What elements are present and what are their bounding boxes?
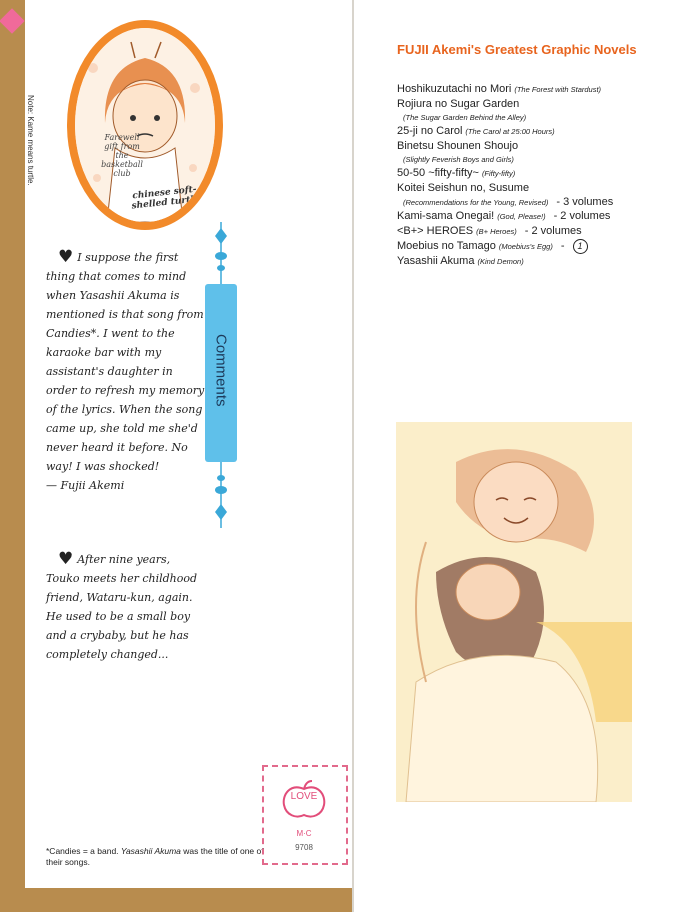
work-volumes: -	[560, 240, 565, 252]
work-item	[397, 124, 687, 139]
publisher-logo	[262, 765, 348, 865]
work-subtitle: (The Sugar Garden Behind the Alley)	[403, 113, 527, 122]
work-title: Rojiura no Sugar Garden	[397, 98, 520, 110]
pink-diamond-mark	[0, 8, 25, 33]
bottom-strip	[25, 888, 352, 912]
cover-illustration-art	[396, 422, 632, 802]
work-subtitle: (Kind Demon)	[477, 257, 524, 266]
work-title: Kami-sama Onegai!	[397, 210, 495, 222]
work-item	[397, 239, 687, 254]
work-title: Hoshikuzutachi no Mori	[397, 83, 512, 95]
work-volumes: - 3 volumes	[556, 196, 614, 208]
work-title: Yasashii Akuma	[397, 255, 475, 267]
work-item	[397, 224, 687, 239]
works-list	[397, 82, 687, 269]
author-portrait-medallion	[67, 20, 223, 230]
author-signature: — Fujii Akemi	[46, 479, 125, 492]
work-subtitle: (The Forest with Stardust)	[514, 85, 602, 94]
logo-mc-text: M·C	[296, 829, 312, 838]
work-item	[397, 166, 687, 181]
work-item	[397, 254, 687, 269]
heart-icon: ♥	[58, 549, 74, 569]
logo-love-text: LOVE	[290, 791, 318, 802]
work-subtitle-line	[397, 195, 687, 209]
work-subtitle: (B+ Heroes)	[476, 227, 517, 236]
footnote-suffix: was the title of one of their songs.	[46, 846, 264, 867]
work-title: 25-ji no Carol	[397, 125, 463, 137]
medallion-caption: Farewell gift from the basketball club	[101, 133, 143, 178]
work-title: 50-50 ~fifty-fifty~	[397, 167, 479, 179]
work-item	[397, 139, 687, 153]
work-title: Koitei Seishun no, Susume	[397, 182, 530, 194]
work-subtitle: (Slightly Feverish Boys and Girls)	[403, 155, 514, 164]
work-title: Binetsu Shounen Shoujo	[397, 140, 519, 152]
work-subtitle: (Fifty-fifty)	[481, 169, 516, 178]
work-subtitle: (The Carol at 25:00 Hours)	[465, 127, 555, 136]
work-volumes: - 2 volumes	[553, 210, 611, 222]
author-comment-text: I suppose the first thing that comes to mind when Yasashii Akuma is mentioned is that song from Candies*. I went to the karaoke bar with my assistant's daughter in order to refresh my memory of the lyrics. When the song came up, she told me she'd never heard it before. No way! I was shocked!	[46, 251, 205, 473]
volume-number-badge: 1	[573, 239, 588, 254]
medallion-tag: chinese soft-shelled turtle	[131, 184, 200, 212]
fold-line	[352, 0, 354, 912]
author-comment	[46, 248, 206, 495]
story-summary-text: After nine years, Touko meets her childhood friend, Wataru-kun, again. He used to be a small boy and a crybaby, but he has completely changed...	[46, 553, 198, 661]
work-title: Moebius no Tamago	[397, 240, 496, 252]
comments-label: Comments	[212, 333, 230, 407]
vertical-note: Note: Kame means turtle.	[26, 95, 35, 186]
work-item	[397, 82, 687, 97]
heart-icon: ♥	[58, 247, 74, 267]
footnote-prefix: *Candies = a band.	[46, 846, 121, 856]
work-item	[397, 97, 687, 111]
works-title: FUJII Akemi's Greatest Graphic Novels	[397, 42, 637, 57]
footnote	[46, 846, 266, 868]
cover-illustration	[396, 422, 632, 802]
book-spine	[0, 0, 25, 912]
work-volumes: - 2 volumes	[524, 225, 582, 237]
work-item	[397, 209, 687, 224]
logo-code: 9708	[295, 843, 313, 852]
work-item	[397, 181, 687, 195]
work-subtitle: (Moebius's Egg)	[498, 242, 553, 251]
work-subtitle-line	[397, 111, 687, 124]
work-title: <B+> HEROES	[397, 225, 474, 237]
story-summary	[46, 550, 206, 664]
work-subtitle: (God, Please!)	[497, 212, 546, 221]
work-subtitle: (Recommendations for the Young, Revised)	[403, 198, 549, 207]
footnote-title: Yasashii Akuma	[120, 846, 181, 856]
work-subtitle-line	[397, 153, 687, 166]
